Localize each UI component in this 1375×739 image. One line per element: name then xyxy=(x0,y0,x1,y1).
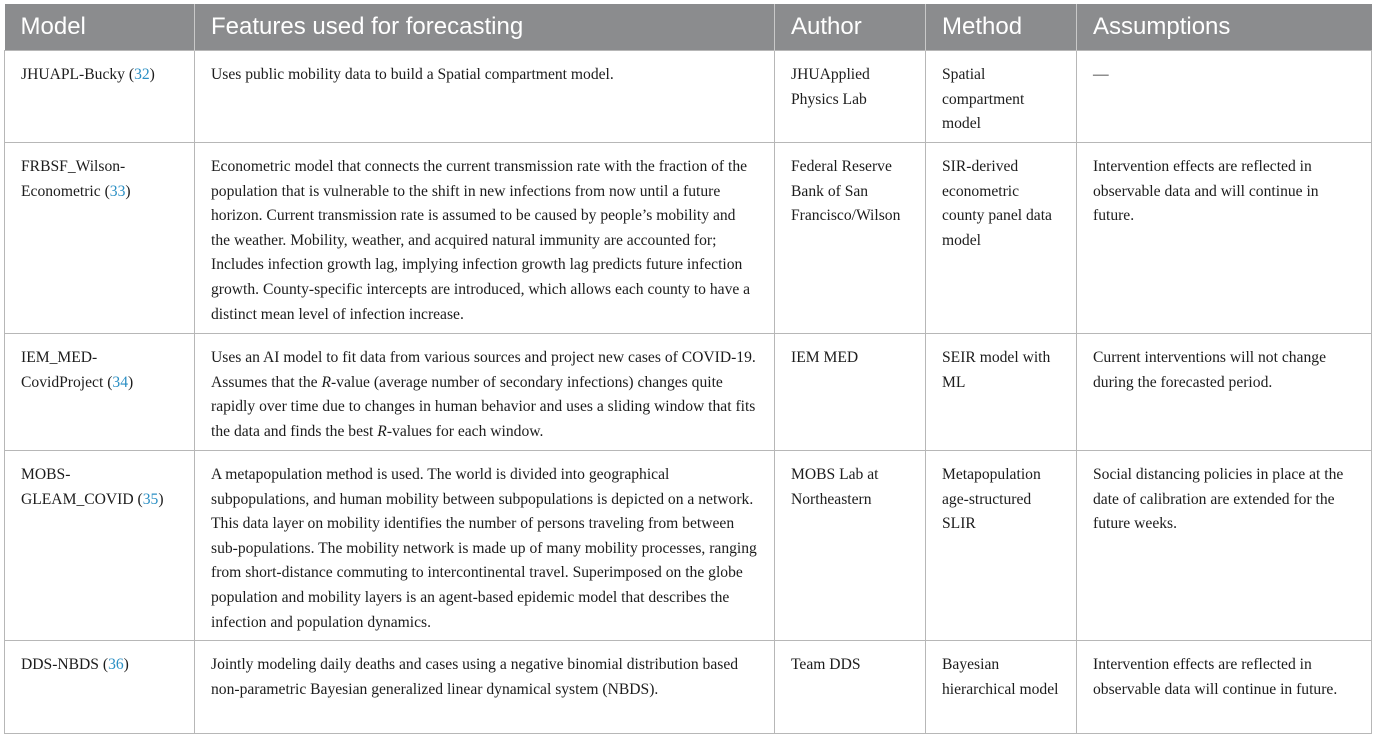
cell-features: Econometric model that connects the current transmission rate with the fraction of the population that is vulnerable to the shift in new infections from now until a future horizon. Current transmission rate is assumed to be caused by people’s mobility and the weather. Mobility, weather, and acquired natural immunity are accounted for; Includes infection growth lag, implying infection growth lag predicts future infection growth. County-specific intercepts are introduced, which allows each county to have a distinct mean level of infection increase. xyxy=(195,143,775,334)
cell-model: DDS-NBDS (36) xyxy=(5,641,195,734)
cell-features: A metapopulation method is used. The world is divided into geographical subpopulations, and human mobility between subpopulations is depicted on a network. This data layer on mobility identifies the number of persons traveling from between sub-populations. The mobility network is made up of many mobility processes, ranging from short-distance commuting to intercontinental travel. Superimposed on the globe population and mobility layers is an agent-based epidemic model that describes the infection and population dynamics. xyxy=(195,451,775,641)
cell-features: Uses public mobility data to build a Spatial compartment model. xyxy=(195,51,775,143)
reference-link[interactable]: 36 xyxy=(108,656,124,673)
cell-assumptions: Intervention effects are reflected in observable data and will continue in future. xyxy=(1077,143,1372,334)
cell-method: Metapopulation age-structured SLIR xyxy=(926,451,1077,641)
table-row xyxy=(5,451,1372,641)
cell-author: MOBS Lab at Northeastern xyxy=(775,451,926,641)
table-row xyxy=(5,143,1372,334)
table-row xyxy=(5,641,1372,734)
em-dash: — xyxy=(1093,66,1109,83)
cell-author: JHUApplied Physics Lab xyxy=(775,51,926,143)
cell-model: IEM_MED-CovidProject (34) xyxy=(5,334,195,451)
cell-model: JHUAPL-Bucky (32) xyxy=(5,51,195,143)
cell-assumptions: Current interventions will not change during the forecasted period. xyxy=(1077,334,1372,451)
cell-method: SIR-derived econometric county panel data model xyxy=(926,143,1077,334)
reference-link[interactable]: 33 xyxy=(109,182,126,200)
cell-features: Jointly modeling daily deaths and cases using a negative binomial distribution based non-parametric Bayesian generalized linear dynamical system (NBDS). xyxy=(195,641,775,734)
models-table xyxy=(4,4,1372,734)
cell-assumptions: Intervention effects are reflected in observable data will continue in future. xyxy=(1077,641,1372,734)
header-method: Method xyxy=(926,4,1077,51)
reference-link[interactable]: 34 xyxy=(112,373,128,391)
cell-assumptions: Social distancing policies in place at the date of calibration are extended for the future weeks. xyxy=(1077,451,1372,641)
cell-author: Federal Reserve Bank of San Francisco/Wilson xyxy=(775,143,926,334)
header-row xyxy=(5,4,1372,51)
cell-method: Spatial compartment model xyxy=(926,51,1077,143)
cell-author: IEM MED xyxy=(775,334,926,451)
cell-model: FRBSF_Wilson-Econometric (33) xyxy=(5,143,195,334)
table-row xyxy=(5,334,1372,451)
cell-author: Team DDS xyxy=(775,641,926,734)
table-row xyxy=(5,51,1372,143)
cell-features: Uses an AI model to fit data from various sources and project new cases of COVID-19. Assumes that the R-value (average number of secondary infections) changes quite rapidly over time due to changes in human behavior and uses a sliding window that fits the data and finds the best R-values for each window. xyxy=(195,334,775,451)
header-features: Features used for forecasting xyxy=(195,4,775,51)
table-header xyxy=(5,4,1372,51)
cell-method: SEIR model with ML xyxy=(926,334,1077,451)
cell-method: Bayesian hierarchical model xyxy=(926,641,1077,734)
cell-assumptions xyxy=(1077,51,1372,143)
reference-link[interactable]: 32 xyxy=(134,66,150,83)
header-assumptions: Assumptions xyxy=(1077,4,1372,51)
header-author: Author xyxy=(775,4,926,51)
cell-model: MOBS-GLEAM_COVID (35) xyxy=(5,451,195,641)
reference-link[interactable]: 35 xyxy=(142,490,159,508)
header-model: Model xyxy=(5,4,195,51)
